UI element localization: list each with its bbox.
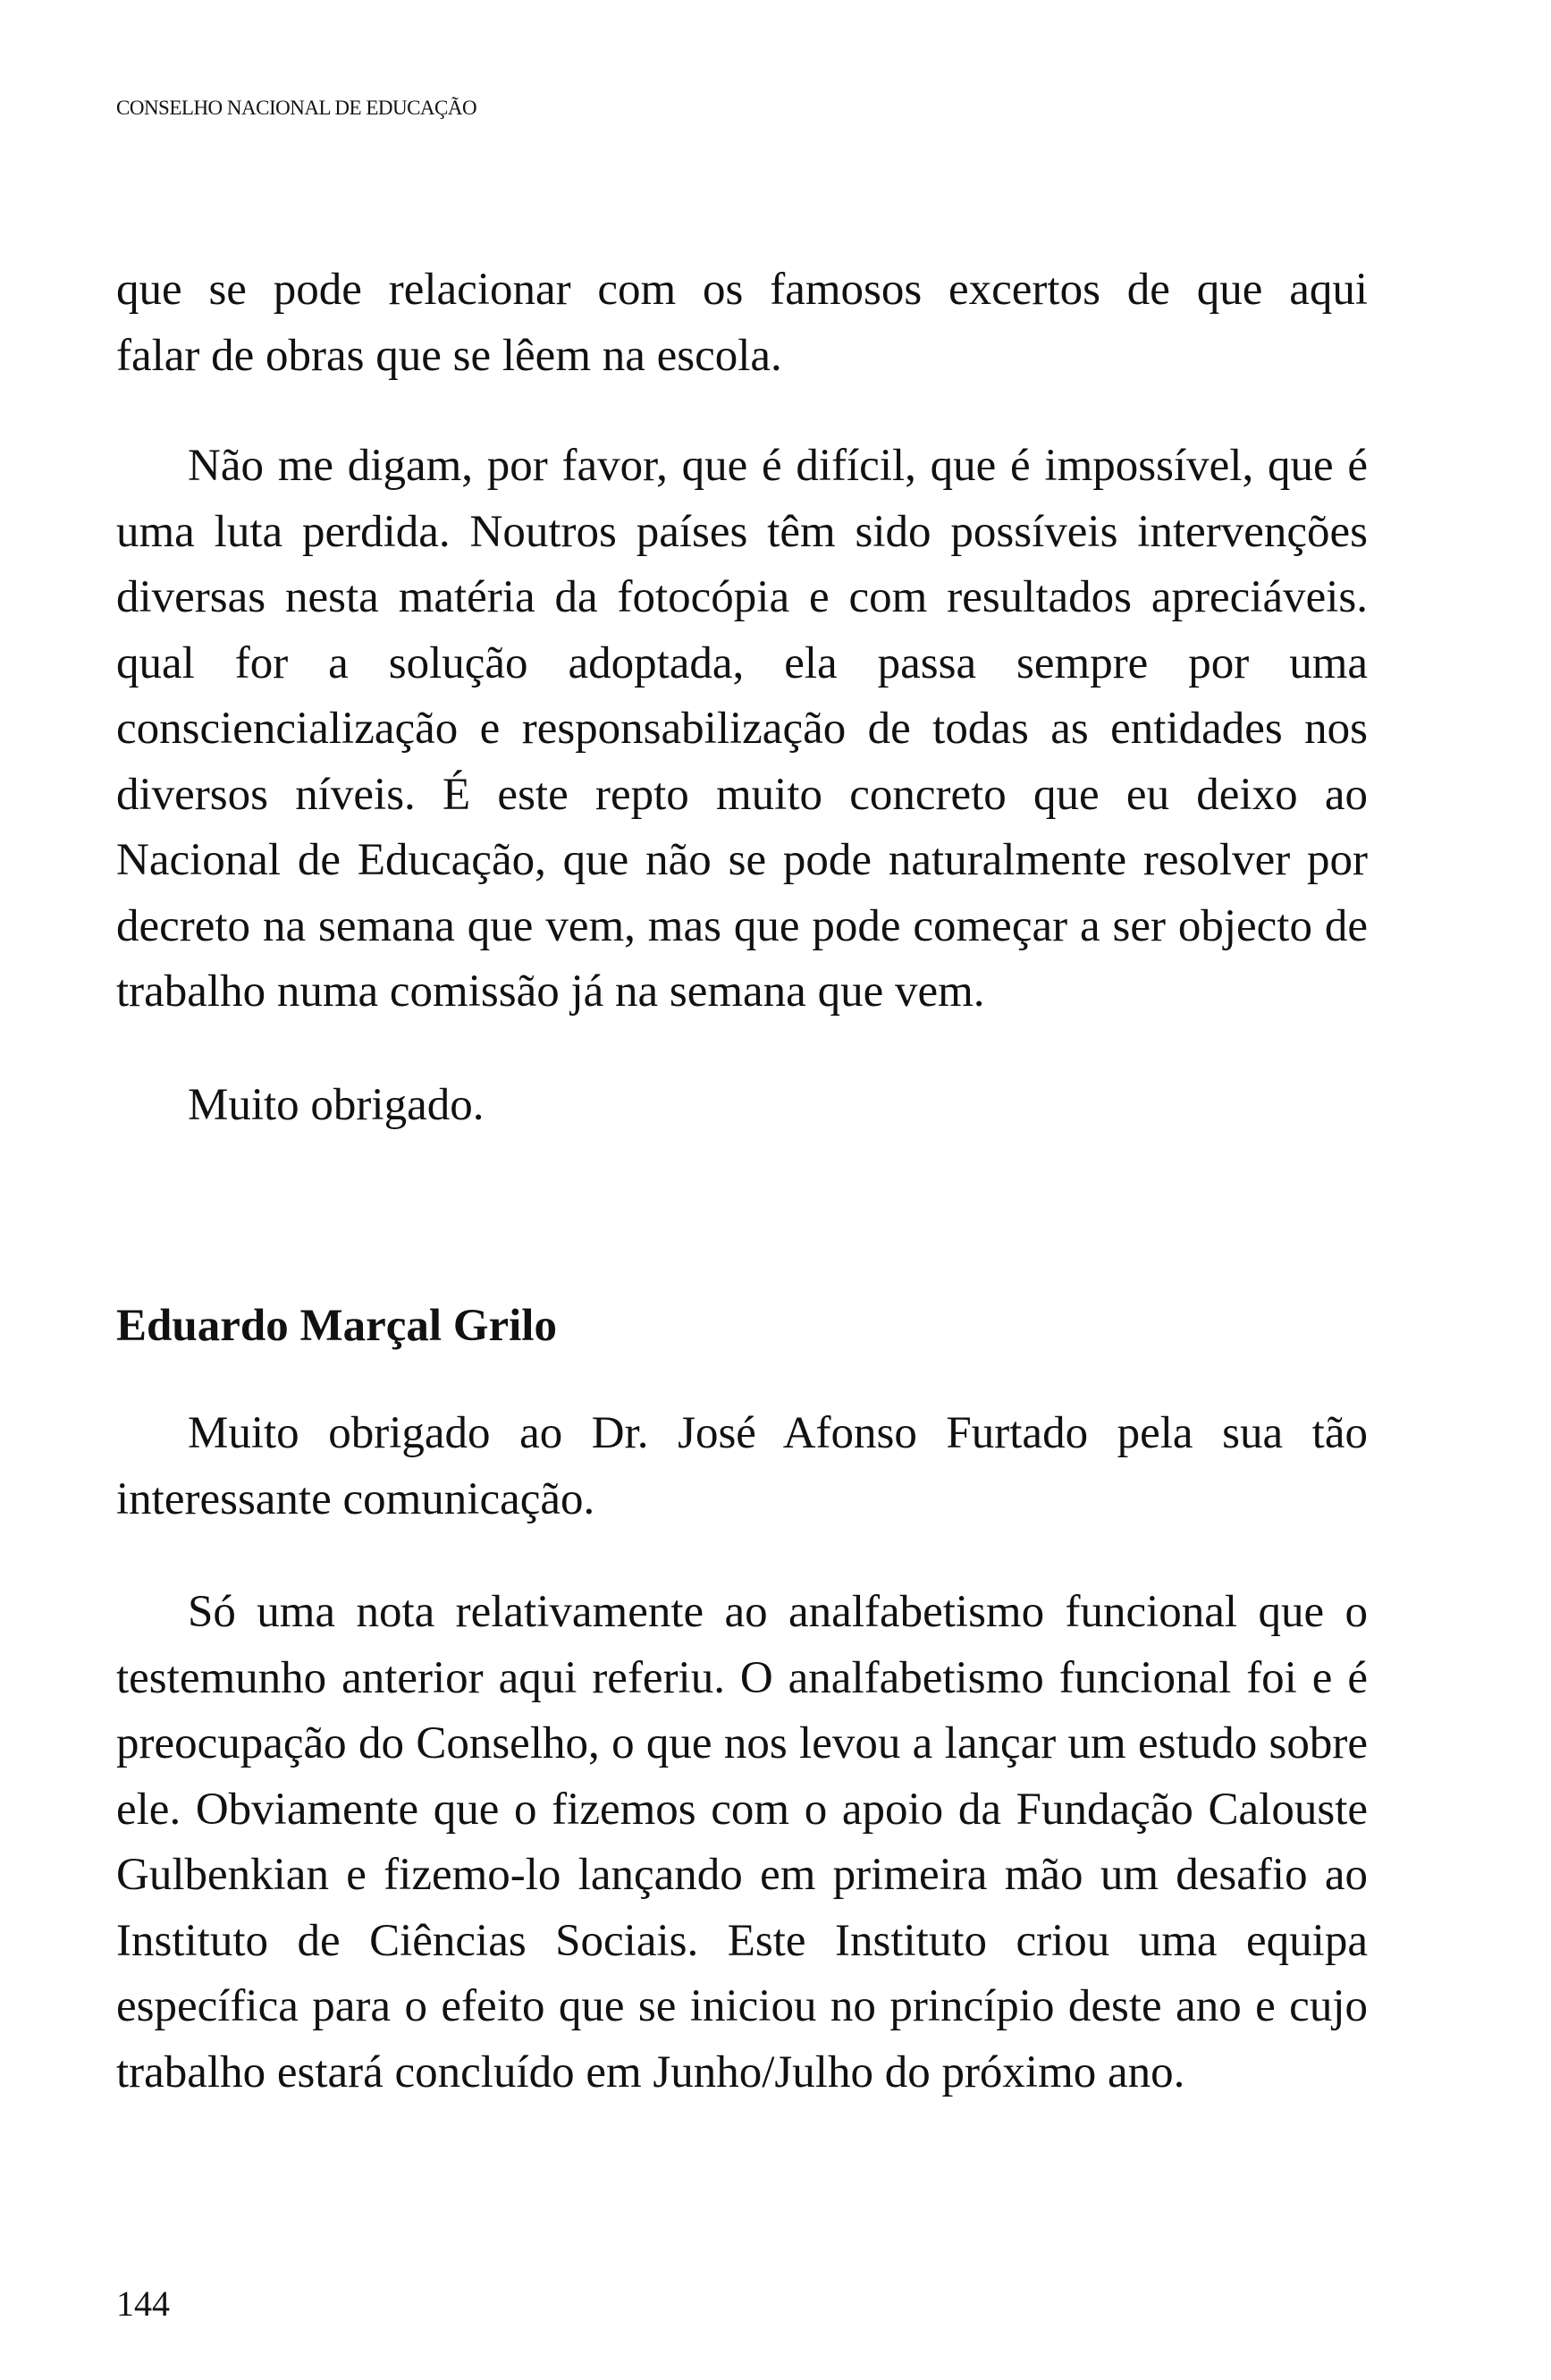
- text-line: interessante comunicação.: [116, 1473, 595, 1524]
- paragraph-thanks: [116, 1073, 1368, 1139]
- text-line: Instituto de Ciências Sociais. Este Instituto criou uma equipa: [116, 1915, 1368, 1966]
- text-line: decreto na semana que vem, mas que pode começar a ser objecto de: [116, 900, 1368, 951]
- page-number: 144: [116, 2283, 170, 2324]
- text-line: uma luta perdida. Noutros países têm sido possíveis intervenções: [116, 506, 1368, 557]
- text-line: trabalho numa comissão já na semana que vem.: [116, 966, 985, 1017]
- text-line: consciencialização e responsabilização de todas as entidades nos: [116, 704, 1368, 754]
- text-line: Muito obrigado ao Dr. José Afonso Furtado pela sua tão: [188, 1408, 1368, 1458]
- text-line: Nacional de Educação, que não se pode naturalmente resolver por: [116, 835, 1368, 885]
- paragraph-continuation: [116, 257, 1368, 389]
- paragraph-speaker-thanks: [116, 1401, 1368, 1532]
- paragraph-functional-illiteracy: [116, 1580, 1368, 2106]
- text-line: Não me digam, por favor, que é difícil, que é impossível, que é: [188, 441, 1368, 491]
- text-line: falar de obras que se lêem na escola.: [116, 330, 782, 381]
- speaker-heading: Eduardo Marçal Grilo: [116, 1301, 557, 1351]
- text-line: diversos níveis. É este repto muito concreto que eu deixo ao: [116, 769, 1368, 820]
- text-line: testemunho anterior aqui referiu. O analfabetismo funcional foi e é: [116, 1652, 1368, 1703]
- text-line: Só uma nota relativamente ao analfabetismo funcional que o: [188, 1587, 1368, 1637]
- text-line: qual for a solução adoptada, ela passa sempre por uma: [116, 637, 1368, 688]
- text-line: trabalho estará concluído em Junho/Julho do próximo ano.: [116, 2047, 1185, 2097]
- text-line: que se pode relacionar com os famosos excertos de que aqui: [116, 265, 1368, 315]
- text-line: Gulbenkian e fizemo-lo lançando em primeira mão um desafio ao: [116, 1850, 1368, 1900]
- running-header: CONSELHO NACIONAL DE EDUCAÇÃO: [116, 97, 477, 119]
- text-line: Muito obrigado.: [188, 1080, 485, 1130]
- text-line: ele. Obviamente que o fizemos com o apoio da Fundação Calouste: [116, 1784, 1368, 1835]
- text-line: diversas nesta matéria da fotocópia e com resultados apreciáveis.: [116, 572, 1368, 622]
- paragraph-photocopy: [116, 434, 1368, 1025]
- text-line: preocupação do Conselho, o que nos levou a lançar um estudo sobre: [116, 1718, 1368, 1768]
- text-line: específica para o efeito que se iniciou no princípio deste ano e cujo: [116, 1981, 1368, 2031]
